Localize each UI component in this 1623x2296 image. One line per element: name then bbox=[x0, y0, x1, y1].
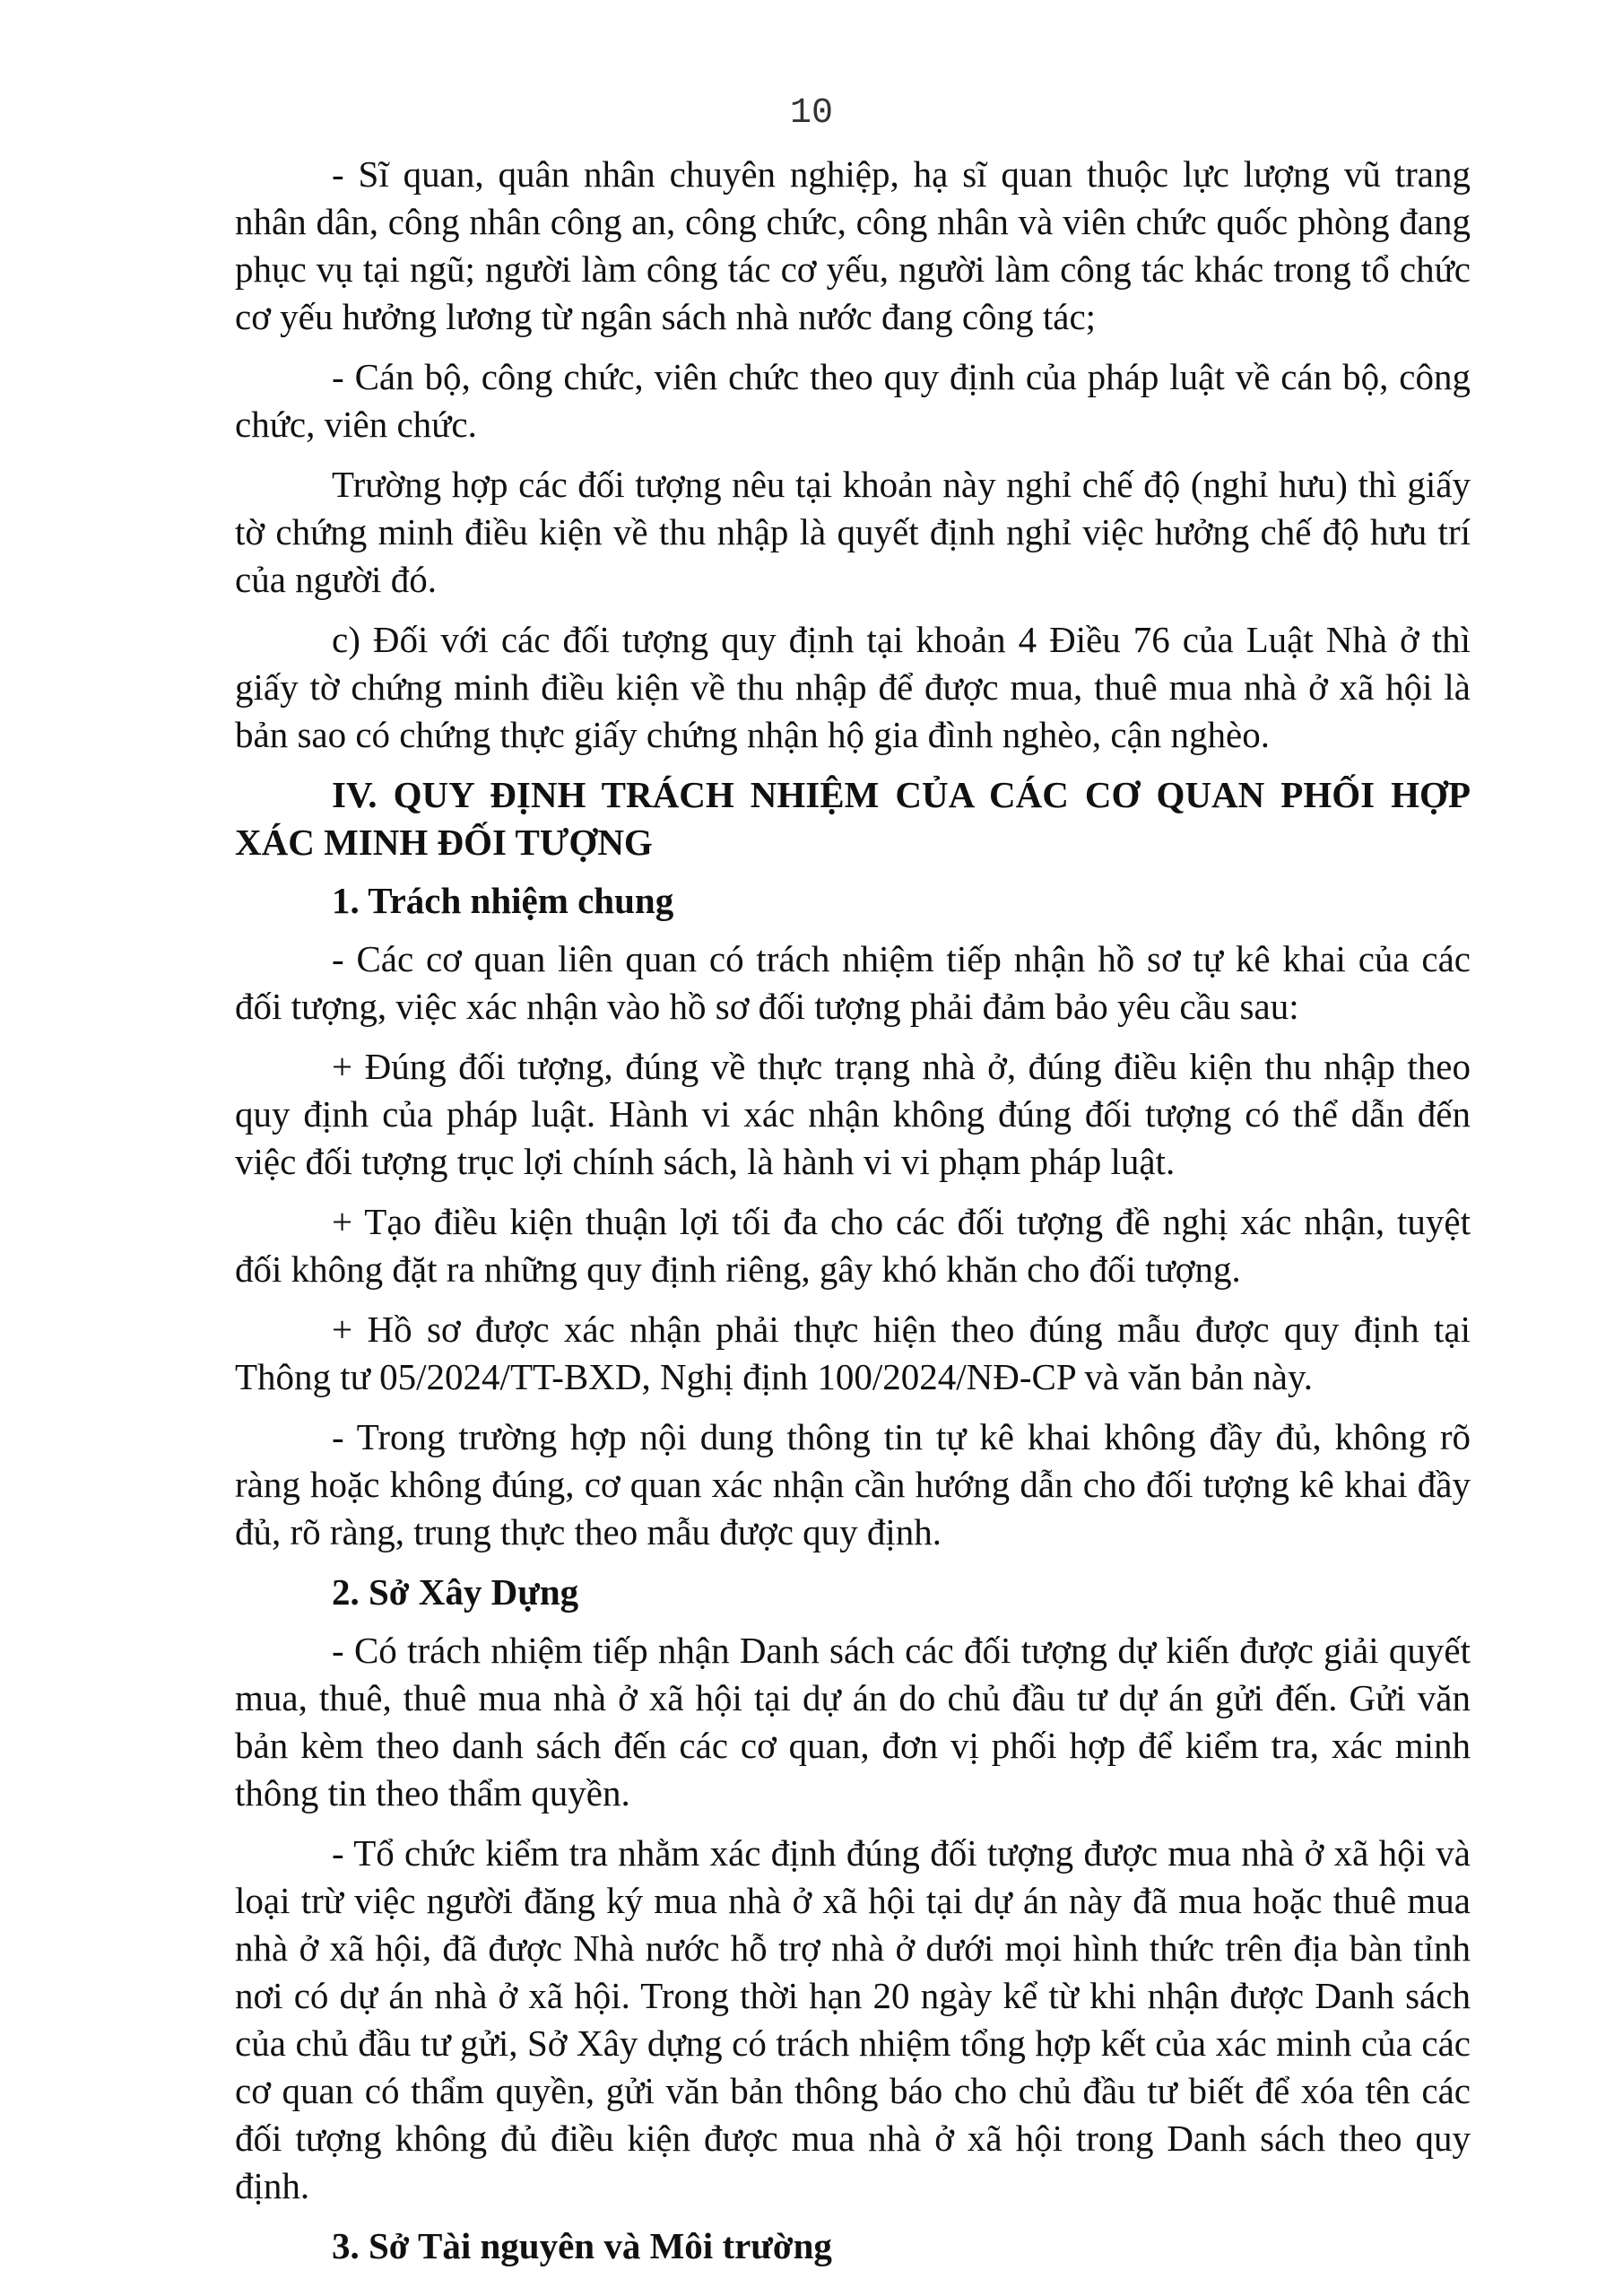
paragraph-military-officers: - Sĩ quan, quân nhân chuyên nghiệp, hạ sĩ quan thuộc lực lượng vũ trang nhân dân, công nhân công an, công chức, công nhân và viên chức quốc phòng đang phục vụ tại ngũ; người làm công tác cơ yếu, người làm công tác khác trong tổ chức cơ yếu hưởng lương từ ngân sách nhà nước đang công tác; bbox=[235, 153, 1471, 337]
paragraph-agencies-receive: - Các cơ quan liên quan có trách nhiệm tiếp nhận hồ sơ tự kê khai của các đối tượng, việc xác nhận vào hồ sơ đối tượng phải đảm bảo yêu cầu sau: bbox=[235, 938, 1471, 1027]
paragraph-favorable-conditions: + Tạo điều kiện thuận lợi tối đa cho các đối tượng đề nghị xác nhận, tuyệt đối không đặt ra những quy định riêng, gây khó khăn cho đối tượng. bbox=[235, 1201, 1471, 1290]
subheading-department-natural-resources: 3. Sở Tài nguyên và Môi trường bbox=[332, 2225, 832, 2266]
subheading-general-responsibility: 1. Trách nhiệm chung bbox=[332, 880, 674, 921]
paragraph-civil-servants: - Cán bộ, công chức, viên chức theo quy định của pháp luật về cán bộ, công chức, viên chức. bbox=[235, 356, 1471, 445]
paragraph-correct-subjects: + Đúng đối tượng, đúng về thực trạng nhà ở, đúng điều kiện thu nhập theo quy định của pháp luật. Hành vi xác nhận không đúng đối tượng có thể dẫn đến việc đối tượng trục lợi chính sách, là hành vi vi phạm pháp luật. bbox=[235, 1046, 1471, 1182]
paragraph-retirement-case: Trường hợp các đối tượng nêu tại khoản này nghỉ chế độ (nghỉ hưu) thì giấy tờ chứng minh điều kiện về thu nhập là quyết định nghỉ việc hưởng chế độ hưu trí của người đó. bbox=[235, 464, 1471, 600]
paragraph-poor-households: c) Đối với các đối tượng quy định tại khoản 4 Điều 76 của Luật Nhà ở thì giấy tờ chứng minh điều kiện về thu nhập để được mua, thuê mua nhà ở xã hội là bản sao có chứng thực giấy chứng nhận hộ gia đình nghèo, cận nghèo. bbox=[235, 619, 1471, 755]
paragraph-receive-list: - Có trách nhiệm tiếp nhận Danh sách các đối tượng dự kiến được giải quyết mua, thuê, thuê mua nhà ở xã hội tại dự án do chủ đầu tư dự án gửi đến. Gửi văn bản kèm theo danh sách đến các cơ quan, đơn vị phối hợp để kiểm tra, xác minh thông tin theo thẩm quyền. bbox=[235, 1630, 1471, 1813]
subheading-department-construction: 2. Sở Xây Dựng bbox=[332, 1571, 579, 1613]
page-number: 10 bbox=[789, 93, 833, 134]
section-heading-iv: IV. QUY ĐỊNH TRÁCH NHIỆM CỦA CÁC CƠ QUAN PHỐI HỢP XÁC MINH ĐỐI TƯỢNG bbox=[235, 774, 1471, 863]
paragraph-verify-subjects: - Tổ chức kiểm tra nhằm xác định đúng đối tượng được mua nhà ở xã hội và loại trừ việc người đăng ký mua nhà ở xã hội tại dự án này đã mua hoặc thuê mua nhà ở xã hội, đã được Nhà nước hỗ trợ nhà ở dưới mọi hình thức trên địa bàn tỉnh nơi có dự án nhà ở xã hội. Trong thời hạn 20 ngày kể từ khi nhận được Danh sách của chủ đầu tư gửi, Sở Xây dựng có trách nhiệm tổng hợp kết của xác minh của các cơ quan có thẩm quyền, gửi văn bản thông báo cho chủ đầu tư biết để xóa tên các đối tượng không đủ điều kiện được mua nhà ở xã hội trong Danh sách theo quy định. bbox=[235, 1832, 1471, 2206]
page-body bbox=[235, 151, 1471, 2281]
paragraph-forms-regulation: + Hồ sơ được xác nhận phải thực hiện theo đúng mẫu được quy định tại Thông tư 05/2024/TT-BXD, Nghị định 100/2024/NĐ-CP và văn bản này. bbox=[235, 1309, 1471, 1397]
paragraph-incomplete-info: - Trong trường hợp nội dung thông tin tự kê khai không đầy đủ, không rõ ràng hoặc không đúng, cơ quan xác nhận cần hướng dẫn cho đối tượng kê khai đầy đủ, rõ ràng, trung thực theo mẫu được quy định. bbox=[235, 1416, 1471, 1552]
